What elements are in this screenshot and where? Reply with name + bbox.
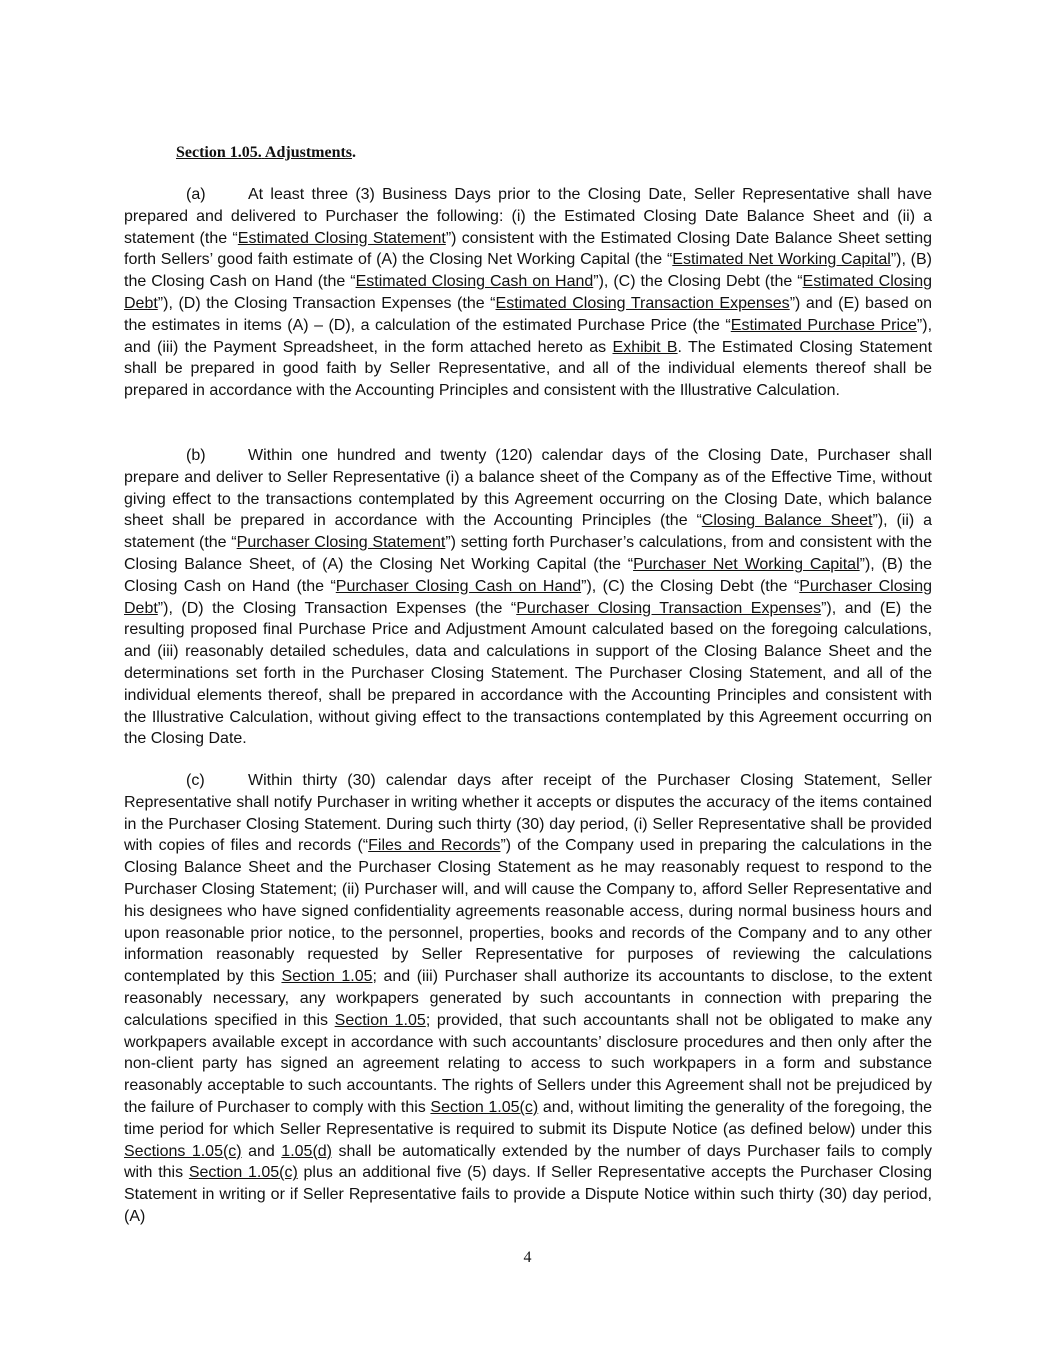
defined-term: Purchaser Closing Debt <box>124 577 932 617</box>
page-number: 4 <box>523 1249 532 1266</box>
paragraph-b <box>124 445 932 750</box>
defined-term: Purchaser Closing Transaction Expenses <box>516 599 822 617</box>
paragraph-label: (a) <box>186 186 206 203</box>
defined-term: 1.05(d) <box>281 1142 332 1160</box>
paragraph-label: (c) <box>186 772 205 789</box>
paragraph-text: Within one hundred and twenty (120) calendar days of the Closing Date, Purchaser shall prepare and deliver to Seller Representative (i) a balance sheet of the Company as of the Effective Time, without giving effect to the transactions contemplated by this Agreement occurring on the Closing Date, which balance sheet shall be prepared in accordance with the Accounting Principles (the “ <box>124 447 932 530</box>
paragraph-text: plus an additional five (5) days. If Seller Representative accepts the Purchaser Closing Statement in writing or if Seller Representative fails to provide a Dispute Notice within such thirty (30) day period, (A) <box>124 1164 932 1225</box>
defined-term: Estimated Net Working Capital <box>672 251 891 269</box>
paragraph-text: ”), (B) the Closing Cash on Hand (the “ <box>124 251 932 291</box>
paragraph-text: ”), and (E) the resulting proposed final Purchase Price and Adjustment Amount calculated based on the foregoing calculations, and (iii) reasonably detailed schedules, data and calculations in support of the Closing Balance Sheet and the determinations set forth in the Purchaser Closing Statement. The Purchaser Closing Statement, and all of the individual elements thereof, shall be prepared in accordance with the Accounting Principles and consistent with the Illustrative Calculation, without giving effect to the transactions contemplated by this Agreement occurring on the Closing Date. <box>124 599 933 748</box>
defined-term: Sections 1.05(c) <box>124 1142 242 1160</box>
paragraph-a <box>124 184 932 402</box>
defined-term: Section 1.05 <box>281 968 373 986</box>
section-title: Adjustments <box>264 144 353 161</box>
paragraph-text: Within thirty (30) calendar days after receipt of the Purchaser Closing Statement, Seller Representative shall notify Purchaser in writing whether it accepts or disputes the accuracy of the items contained in the Purchaser Closing Statement. During such thirty (30) day period, (i) Seller Representative shall be provided with copies of files and records (“ <box>124 772 932 855</box>
defined-term: Estimated Closing Cash on Hand <box>355 273 594 291</box>
paragraph-text: ”) and (E) based on the estimates in items (A) – (D), a calculation of the estimated Purchase Price (the “ <box>124 294 933 334</box>
paragraph-text: and, without limiting the generality of the foregoing, the time period for which Seller Representative is required to submit its Dispute Notice (as defined below) under this <box>124 1098 933 1138</box>
defined-term: Section 1.05 <box>334 1011 426 1029</box>
defined-term: Files and Records <box>368 837 501 855</box>
defined-term: Estimated Closing Transaction Expenses <box>495 294 790 312</box>
defined-term: Estimated Closing Statement <box>237 229 446 247</box>
paragraph-text: . The Estimated Closing Statement shall be prepared in good faith by Seller Representative, and all of the individual elements thereof shall be prepared in accordance with the Accounting Principles and consistent with the Illustrative Calculation. <box>124 338 933 400</box>
paragraph-text: ”), and (iii) the Payment Spreadsheet, in the form attached hereto as <box>124 316 933 356</box>
defined-term: Section 1.05(c) <box>188 1164 298 1182</box>
defined-term: Estimated Closing Debt <box>124 273 932 312</box>
section-heading: Section 1.05. Adjustments. <box>176 144 357 161</box>
paragraph-text: ”), (ii) a statement (the “ <box>124 512 932 552</box>
paragraph-text: and <box>241 1142 282 1160</box>
defined-term: Purchaser Closing Cash on Hand <box>335 577 582 595</box>
paragraph-text: ”) of the Company used in preparing the calculations in the Closing Balance Sheet and the Purchaser Closing Statement as he may reasonably request to respond to the Purchaser Closing Statement; (ii) Purchaser will, and will cause the Company to, afford Seller Representative and his designees who have signed confidentiality agreements reasonable access, during normal business hours and upon reasonable prior notice, to the personnel, properties, books and records of the Company and to any other information reasonably requested by Seller Representative for purposes of reviewing the calculations contemplated by this <box>124 837 932 986</box>
defined-term: Purchaser Net Working Capital <box>633 555 860 573</box>
defined-term: Closing Balance Sheet <box>701 512 873 530</box>
paragraph-text: ”), (D) the Closing Transaction Expenses (the “ <box>157 599 517 617</box>
paragraph-text: ”) setting forth Purchaser’s calculations, from and consistent with the Closing Balance Sheet, of (A) the Closing Net Working Capital (the “ <box>124 534 933 573</box>
paragraph-text: ”) consistent with the Estimated Closing Date Balance Sheet setting forth Sellers’ good faith estimate of (A) the Closing Net Working Capital (the “ <box>124 229 933 269</box>
defined-term: Purchaser Closing Statement <box>236 534 446 552</box>
paragraph-text: At least three (3) Business Days prior to the Closing Date, Seller Representative shall have prepared and delivered to Purchaser the following: (i) the Estimated Closing Date Balance Sheet and (ii) a statement (the “ <box>124 186 932 247</box>
paragraph-text: ; and (iii) Purchaser shall authorize its accountants to disclose, to the extent reasonably necessary, any workpapers generated by such accountants in connection with preparing the calculations specified in this <box>124 968 933 1029</box>
paragraph-text: ”), (C) the Closing Debt (the “ <box>593 273 803 291</box>
paragraph-text: ”), (D) the Closing Transaction Expenses (the “ <box>157 294 496 312</box>
paragraph-label: (b) <box>186 447 206 464</box>
paragraph-text: ”), (C) the Closing Debt (the “ <box>581 577 800 595</box>
paragraph-c <box>124 770 932 1228</box>
defined-term: Section 1.05(c) <box>430 1098 539 1116</box>
defined-term: Estimated Purchase Price <box>730 316 917 334</box>
defined-term: Exhibit B <box>612 338 678 356</box>
section-number: Section 1.05. <box>176 144 262 161</box>
paragraph-text: ; provided, that such accountants shall not be obligated to make any workpapers available except in accordance with such accountants’ disclosure procedures and then only after the non-client party has signed an agreement relating to access to such workpapers in a form and substance reasonably acceptable to such accountants. The rights of Sellers under this Agreement shall not be prejudiced by the failure of Purchaser to comply with this <box>124 1011 933 1116</box>
paragraph-text: ”), (B) the Closing Cash on Hand (the “ <box>124 555 933 595</box>
paragraph-text: shall be automatically extended by the number of days Purchaser fails to comply with this <box>124 1142 933 1182</box>
